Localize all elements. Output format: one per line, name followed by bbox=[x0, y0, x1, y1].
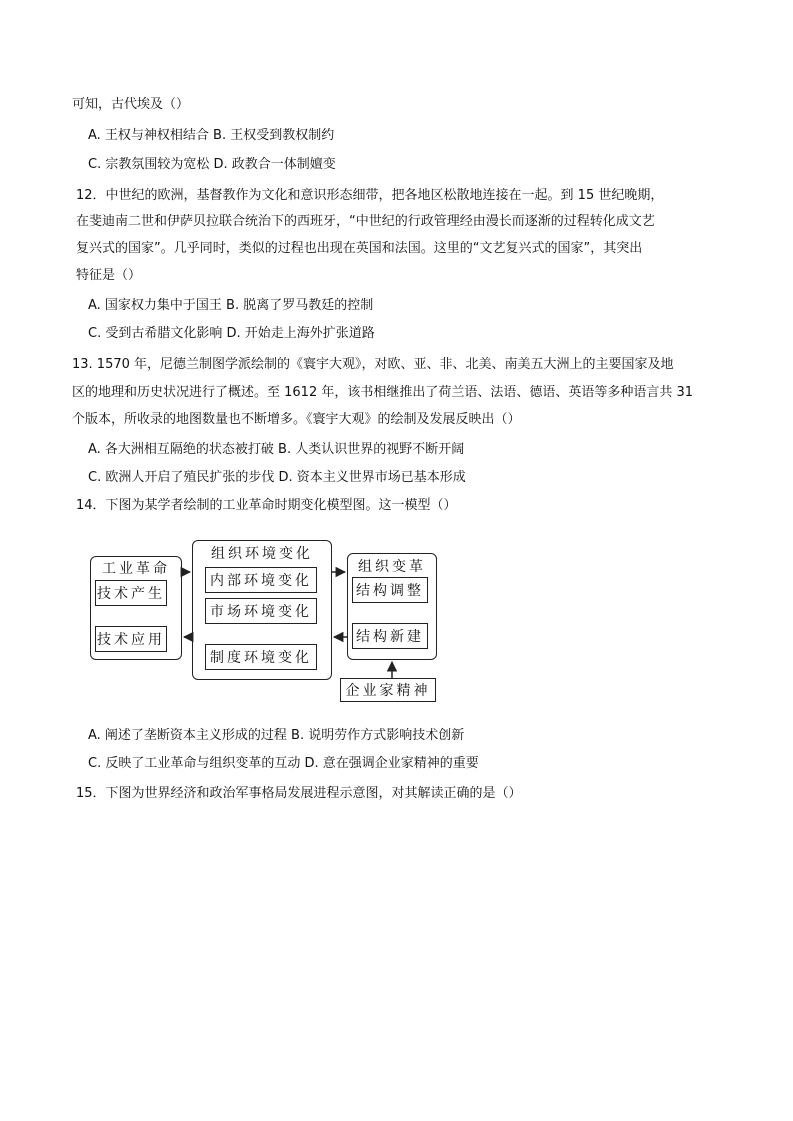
tech-application-box: 技术应用 bbox=[95, 626, 167, 652]
structure-adjustment-box: 结构调整 bbox=[352, 577, 428, 603]
q13-stem-1: 13. 1570 年，尼德兰制图学派绘制的《寰宇大观》，对欧、亚、非、北美、南美五大洲上的主要国家及地 bbox=[72, 357, 674, 372]
q15-stem: 15．下图为世界经济和政治军事格局发展进程示意图，对其解读正确的是（） bbox=[76, 786, 522, 801]
q11-stem-end: 可知，古代埃及（） bbox=[72, 97, 190, 112]
institutional-env-change-box: 制度环境变化 bbox=[205, 644, 317, 670]
q13-options-cd: C. 欧洲人开启了殖民扩张的步伐 D. 资本主义世界市场已基本形成 bbox=[88, 470, 466, 485]
org-reform-title: 组织变革 bbox=[358, 559, 426, 575]
q14-options-ab: A. 阐述了垄断资本主义形成的过程 B. 说明劳作方式影响技术创新 bbox=[88, 728, 465, 743]
q11-options-ab: A. 王权与神权相结合 B. 王权受到教权制约 bbox=[88, 128, 335, 143]
entrepreneurship-box: 企业家精神 bbox=[340, 678, 436, 702]
q13-stem-3: 个版本，所收录的地图数量也不断增多。《寰宇大观》的绘制及发展反映出（） bbox=[72, 412, 521, 427]
tech-emergence-box: 技术产生 bbox=[95, 580, 167, 606]
q14-stem: 14．下图为某学者绘制的工业革命时期变化模型图。这一模型（） bbox=[76, 498, 457, 513]
q13-stem-2: 区的地理和历史状况进行了概述。至 1612 年，该书相继推出了荷兰语、法语、德语、英语等多种语言共 31 bbox=[72, 385, 694, 400]
q12-options-ab: A. 国家权力集中于国王 B. 脱离了罗马教廷的控制 bbox=[88, 298, 374, 313]
market-env-change-box: 市场环境变化 bbox=[205, 598, 317, 624]
industrial-revolution-title: 工业革命 bbox=[102, 561, 170, 577]
org-env-change-title: 组织环境变化 bbox=[211, 546, 313, 562]
q12-stem-2: 在斐迪南二世和伊萨贝拉联合统治下的西班牙，“中世纪的行政管理经由漫长而逐渐的过程转化成文艺 bbox=[76, 214, 655, 229]
q12-stem-4: 特征是（） bbox=[76, 268, 142, 283]
q12-options-cd: C. 受到古希腊文化影响 D. 开始走上海外扩张道路 bbox=[88, 326, 375, 341]
q13-options-ab: A. 各大洲相互隔绝的状态被打破 B. 人类认识世界的视野不断开阔 bbox=[88, 442, 465, 457]
internal-env-change-box: 内部环境变化 bbox=[205, 567, 317, 593]
q12-stem-1: 12．中世纪的欧洲，基督教作为文化和意识形态细带，把各地区松散地连接在一起。到 15 世纪晚期， bbox=[76, 188, 664, 203]
q11-options-cd: C. 宗教氛围较为宽松 D. 政教合一体制嬗变 bbox=[88, 157, 336, 172]
q12-stem-3: 复兴式的国家”。几乎同时，类似的过程也出现在英国和法国。这里的“文艺复兴式的国家”，其突出 bbox=[76, 241, 643, 256]
structure-new-build-box: 结构新建 bbox=[352, 623, 428, 649]
q14-options-cd: C. 反映了工业革命与组织变革的互动 D. 意在强调企业家精神的重要 bbox=[88, 756, 479, 771]
